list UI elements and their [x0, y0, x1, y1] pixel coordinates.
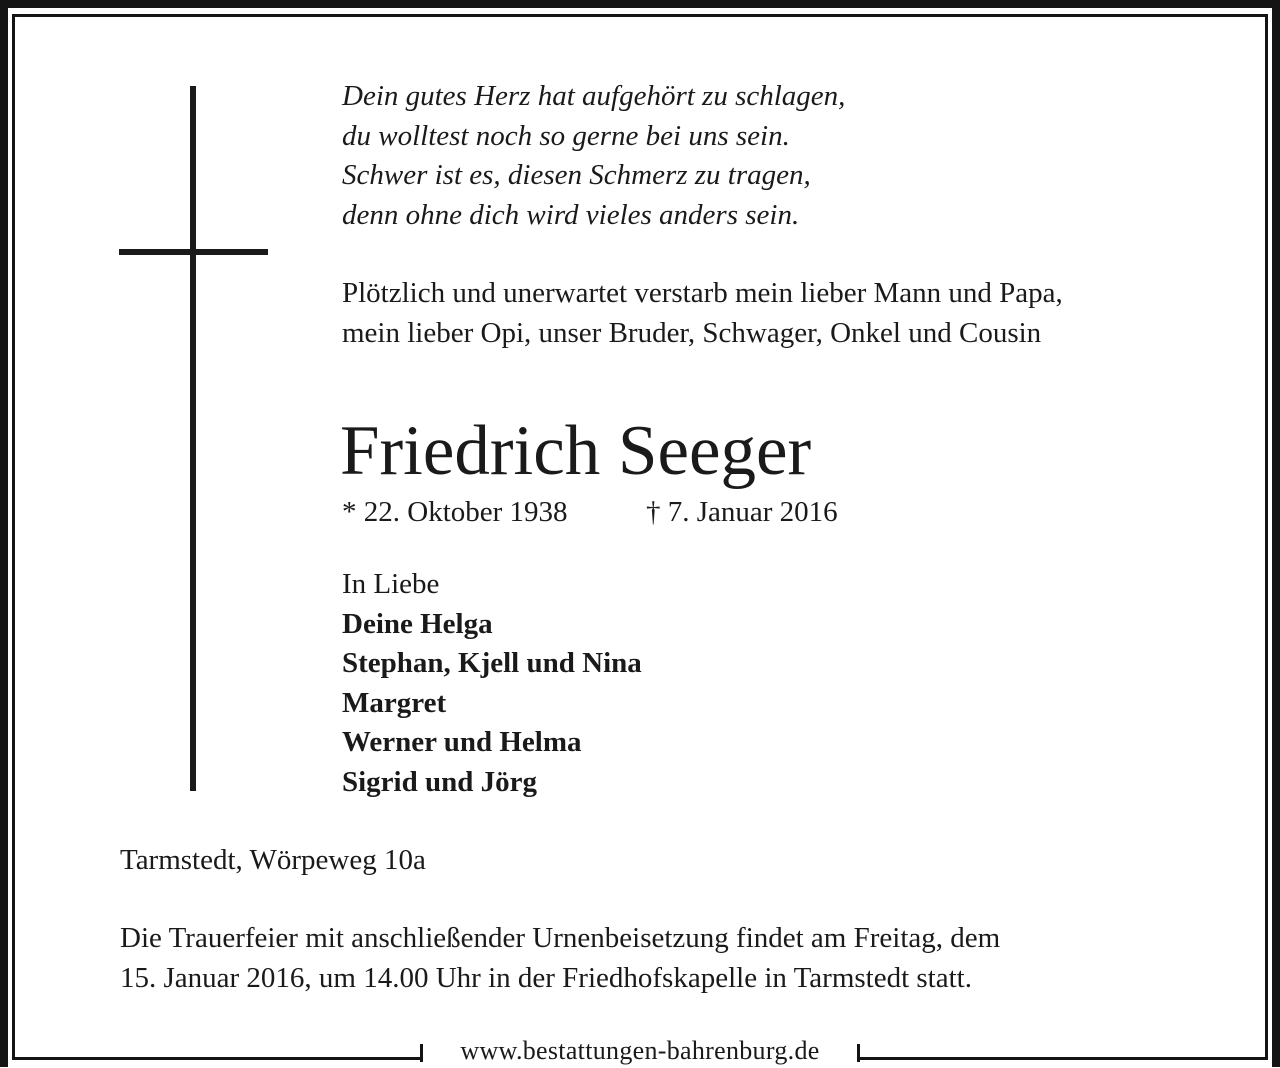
service-line: 15. Januar 2016, um 14.00 Uhr in der Friedhofskapelle in Tarmstedt statt.	[120, 962, 972, 994]
death-announcement	[342, 273, 1063, 353]
poem	[342, 77, 845, 235]
cross-horizontal-beam	[119, 249, 268, 255]
address: Tarmstedt, Wörpeweg 10a	[120, 844, 426, 876]
announcement-line: mein lieber Opi, unser Bruder, Schwager, Onkel und Cousin	[342, 317, 1042, 349]
mourner-name: Stephan, Kjell und Nina	[342, 647, 642, 679]
birth-date: * 22. Oktober 1938	[342, 496, 568, 528]
poem-line: Schwer ist es, diesen Schmerz zu tragen,	[342, 159, 811, 191]
life-dates	[342, 492, 838, 532]
mourners-heading: In Liebe	[342, 568, 440, 600]
footer-url: www.bestattungen-bahrenburg.de	[460, 1036, 820, 1065]
funeral-service-info	[120, 918, 1000, 998]
cross-vertical-beam	[190, 86, 196, 791]
mourners	[342, 565, 642, 802]
deceased-name: Friedrich Seeger	[340, 412, 812, 490]
death-date: † 7. Januar 2016	[646, 496, 838, 528]
poem-line: denn ohne dich wird vieles anders sein.	[342, 198, 800, 231]
mourner-name: Margret	[342, 686, 447, 719]
mourner-name: Werner und Helma	[342, 726, 582, 758]
poem-line: Dein gutes Herz hat aufgehört zu schlagen,	[342, 80, 846, 112]
mourner-name: Sigrid und Jörg	[342, 765, 537, 798]
announcement-line: Plötzlich und unerwartet verstarb mein lieber Mann und Papa,	[342, 277, 1063, 309]
poem-line: du wolltest noch so gerne bei uns sein.	[342, 119, 790, 152]
mourner-name: Deine Helga	[342, 607, 493, 640]
service-line: Die Trauerfeier mit anschließender Urnenbeisetzung findet am Freitag, dem	[120, 922, 1001, 954]
